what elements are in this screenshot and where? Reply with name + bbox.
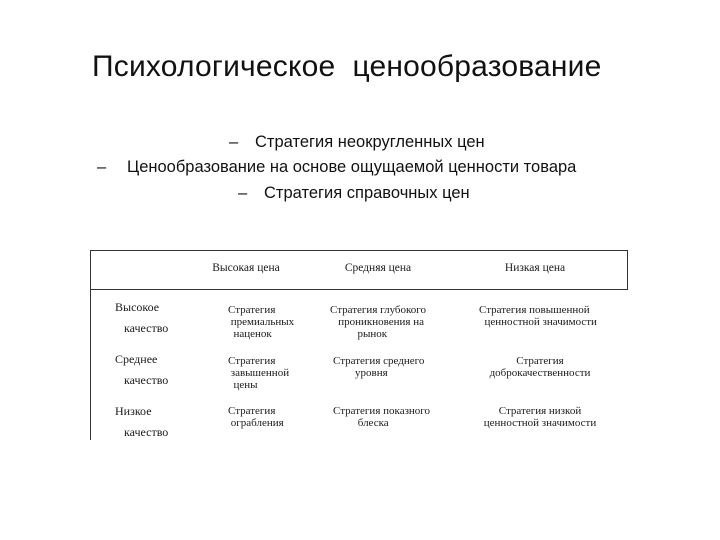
column-header: Низкая цена <box>504 262 566 274</box>
column-header: Средняя цена <box>344 262 412 274</box>
bullet-item <box>238 184 470 203</box>
bullet-text: Ценообразование на основе ощущаемой ценности товара <box>127 158 577 176</box>
bullet-item <box>97 158 576 177</box>
row-header: Высокое качество <box>115 300 169 335</box>
table-cell: Стратегия среднего уровня <box>333 355 425 379</box>
bullet-item <box>229 133 485 152</box>
bullet-dash: – <box>238 184 248 202</box>
row-header: Среднее качество <box>115 352 169 387</box>
bullet-text: Стратегия справочных цен <box>264 184 470 202</box>
table-cell: Стратегия повышенной ценностной значимости <box>479 304 597 328</box>
bullet-text: Стратегия неокругленных цен <box>255 133 485 151</box>
table-cell: Стратегия низкой ценностной значимости <box>483 405 597 429</box>
table-cell: Стратегия ограбления <box>228 405 284 429</box>
table-cell: Стратегия показного блеска <box>333 405 431 429</box>
bullet-dash: – <box>229 133 239 151</box>
table-left-border <box>90 290 91 440</box>
bullet-dash: – <box>97 158 107 176</box>
table-cell: Стратегия премиальных наценок <box>228 304 295 340</box>
table-cell: Стратегия завышенной цены <box>228 355 290 391</box>
table-cell: Стратегия доброкачественности <box>489 355 591 379</box>
row-header: Низкое качество <box>115 404 169 439</box>
table-cell: Стратегия глубокого проникновения на рынок <box>330 304 427 340</box>
column-header: Высокая цена <box>212 262 280 274</box>
slide-title: Психологическое ценообразование <box>92 50 602 83</box>
